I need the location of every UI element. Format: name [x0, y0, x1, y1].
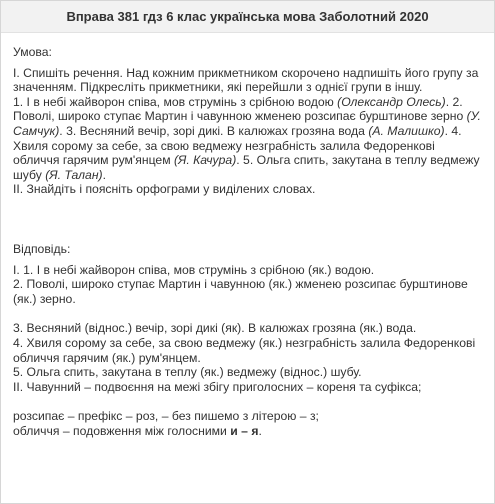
- answer-line-3: 3. Весняний (віднос.) вечір, зорі дикі (як). В калюжах грозяна (як.) вода.: [13, 321, 417, 336]
- answer-dash: –: [237, 423, 252, 438]
- spacer: [13, 197, 484, 241]
- title-bar: [1, 1, 494, 33]
- answer-line-8-end: .: [258, 423, 262, 438]
- spacer: [13, 394, 484, 409]
- sentence-5-end: .: [102, 167, 106, 182]
- condition-label: Умова:: [13, 45, 52, 59]
- answer-line-7: розсипає – префікс – роз, – без пишемо з літерою – з;: [13, 409, 319, 424]
- sentence-3: . 3. Весняний вечір, зорі дикі. В калюжах грозяна вода: [59, 123, 365, 138]
- sentence-4: . 4. Хвиля сорому за себе, за свою ведмежу незграбність залила Федоренкові обличчя гарячим рум'янцем: [13, 123, 462, 168]
- spacer: [13, 306, 484, 321]
- answer-line-2: 2. Поволі, широко ступає Мартин і чавунною (як.) жменею розсипає бурштинове (як.) зерно.: [13, 277, 468, 306]
- sentence-5-author: (Я. Талан): [45, 167, 103, 182]
- sentence-4-author: (Я. Качура): [173, 153, 237, 168]
- sentence-2: . 2. Поволі, широко ступає Мартин і чавунною жменею розсипає бурштинове зерно: [13, 94, 464, 124]
- sentence-1: 1. І в небі жайворон співа, мов струмінь з срібною водою: [13, 94, 334, 109]
- answer-line-5: 5. Ольга спить, закутана в теплу (як.) ведмежу (віднос.) шубу.: [13, 365, 362, 380]
- sentence-2-author: (У. Самчук): [13, 109, 481, 138]
- sentence-1-author: (Олександр Олесь): [337, 94, 446, 109]
- condition-task-2: ІІ. Знайдіть і поясніть орфограми у виділених словах.: [13, 182, 316, 197]
- answer-line-8: [13, 424, 484, 439]
- answer-letter-2: я: [251, 423, 259, 438]
- answer-label: Відповідь:: [13, 241, 71, 256]
- condition-task-1: І. Спишіть речення. Над кожним прикметником скорочено надпишіть його групу за значенням. Підкресліть прикметники, які перейшли з однієї групи в іншу.: [13, 65, 479, 95]
- page-title: Вправа 381 гдз 6 клас українська мова Заболотний 2020: [66, 9, 429, 24]
- content: [1, 33, 494, 438]
- answer-letter-1: и: [230, 423, 238, 438]
- answer-line-1: І. 1. І в небі жайворон співа, мов струмінь з срібною (як.) водою.: [13, 262, 375, 277]
- condition-sentences: [13, 95, 484, 183]
- sentence-3-author: (А. Малишко): [368, 123, 445, 138]
- answer-line-6: ІІ. Чавунний – подвоєння на межі збігу приголосних – кореня та суфікса;: [13, 379, 422, 394]
- answer-line-8-text: обличчя – подовження між голосними: [13, 423, 231, 438]
- answer-line-4: 4. Хвиля сорому за себе, за свою ведмежу (як.) незграбність залила Федоренкові обличчя гарячим (як.) рум'янцем.: [13, 335, 476, 365]
- sentence-5: . 5. Ольга спить, закутана в теплу ведмежу шубу: [13, 153, 480, 182]
